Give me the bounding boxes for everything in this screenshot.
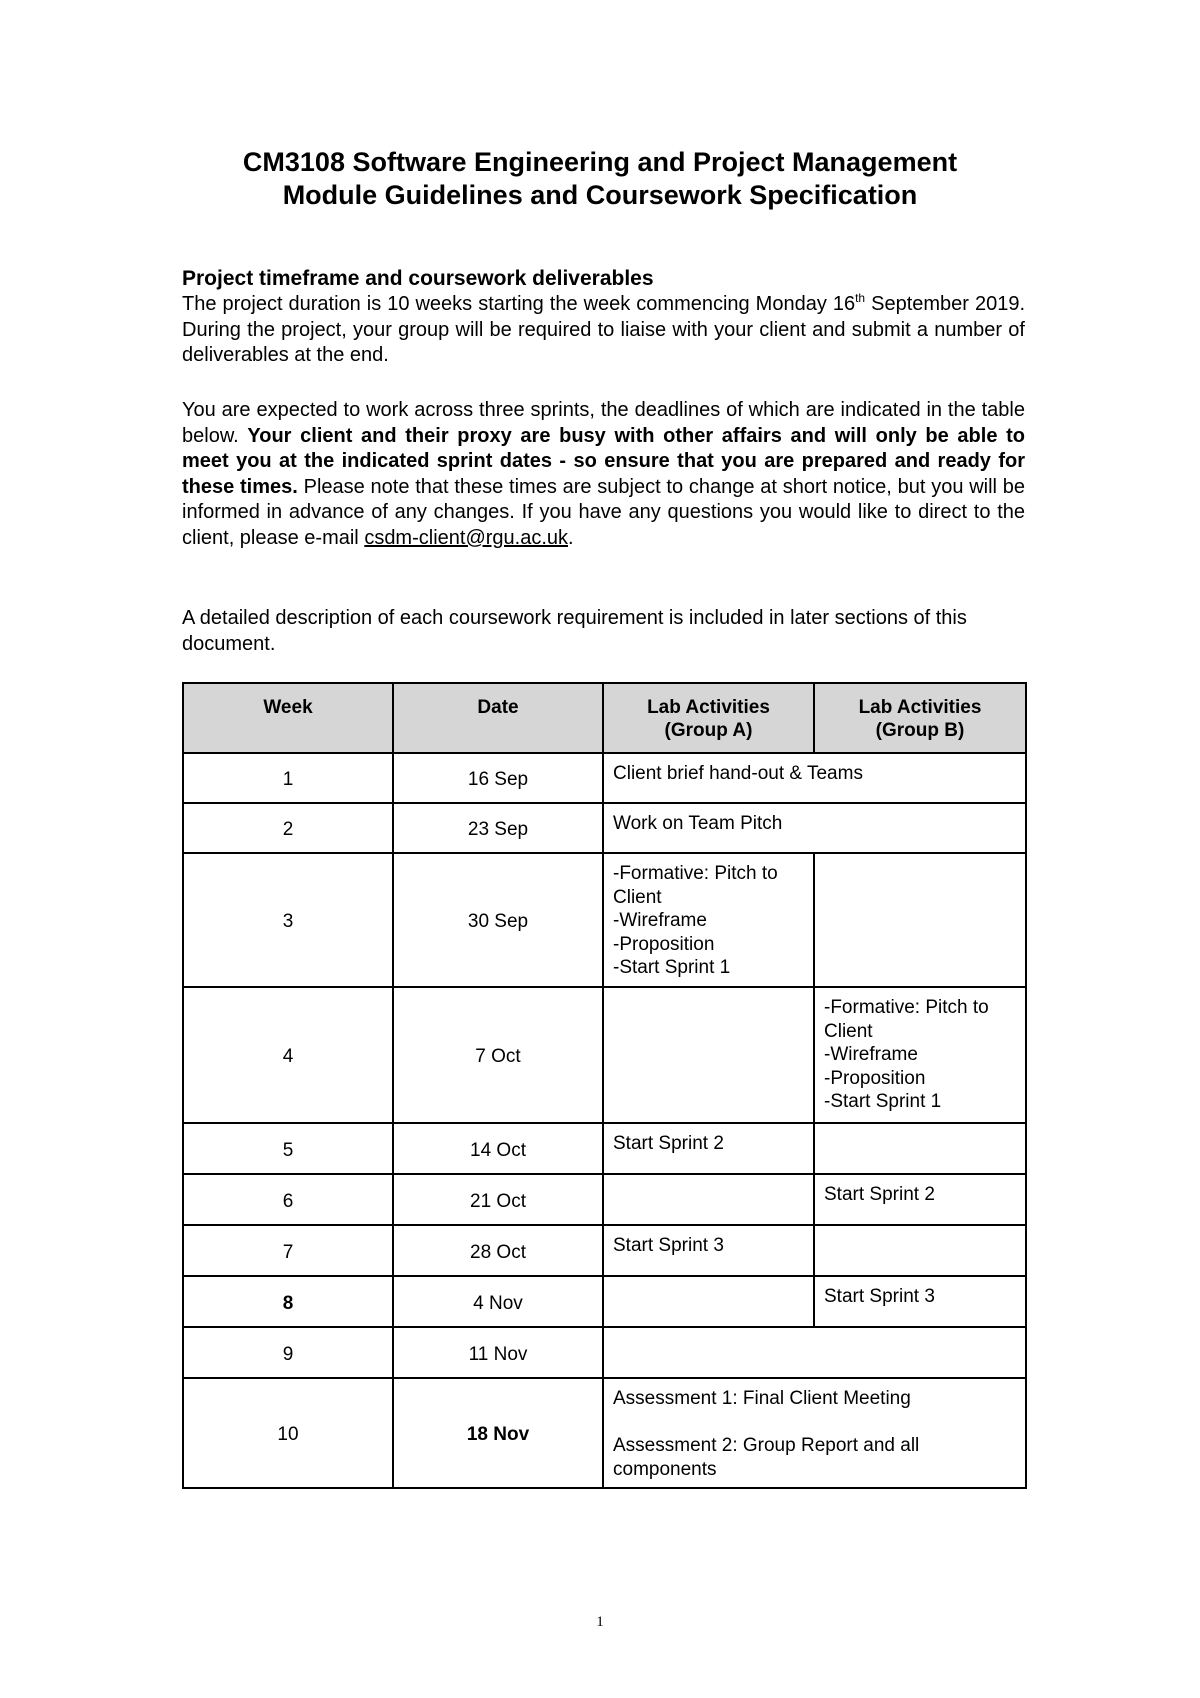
activity-cell-group-b: [814, 1225, 1026, 1276]
header-date: Date: [393, 683, 603, 753]
activity-cell-merged: Work on Team Pitch: [603, 803, 1026, 853]
week-cell: 1: [183, 753, 393, 803]
page-number: 1: [596, 1614, 604, 1630]
week-cell: 6: [183, 1174, 393, 1225]
paragraph-project-duration: [182, 292, 1025, 369]
activity-cell-group-b: Start Sprint 3: [814, 1276, 1026, 1327]
table-row: [183, 1378, 1026, 1488]
para2-text: You are expected to work across three sprints, the deadlines of which are indicated in the table below.: [182, 399, 1025, 447]
date-cell: 11 Nov: [393, 1327, 603, 1378]
table-row: [183, 803, 1026, 853]
date-cell: 23 Sep: [393, 803, 603, 853]
header-group-a: Lab Activities (Group A): [603, 683, 814, 753]
table-row: [183, 987, 1026, 1123]
activity-cell-group-b: [814, 1123, 1026, 1174]
date-cell: 28 Oct: [393, 1225, 603, 1276]
para2-text-cont: Please note that these times are subject to change at short notice, but you will be informed in advance of any changes. If you have any questions you would like to direct to the client, please e-mail: [182, 475, 1025, 549]
activity-cell-group-a: [603, 1174, 814, 1225]
activity-cell-group-b: [814, 853, 1026, 987]
para2-bold-notice: Your client and their proxy are busy with other affairs and will only be able to meet you at the indicated sprint dates - so ensure that you are prepared and ready for these times.: [182, 424, 1025, 498]
date-cell: 14 Oct: [393, 1123, 603, 1174]
activity-cell-merged: Assessment 1: Final Client Meeting Assessment 2: Group Report and all components: [603, 1378, 1026, 1488]
para2-end: .: [568, 526, 574, 549]
schedule-table: [182, 682, 1027, 1489]
activity-cell-group-a: -Formative: Pitch to Client -Wireframe -Proposition -Start Sprint 1: [603, 853, 814, 987]
paragraph-sprints: [182, 398, 1025, 552]
header-group-b: Lab Activities (Group B): [814, 683, 1026, 753]
activity-cell-group-a: Start Sprint 3: [603, 1225, 814, 1276]
table-row: [183, 1174, 1026, 1225]
date-cell: 30 Sep: [393, 853, 603, 987]
activity-cell-group-b: -Formative: Pitch to Client -Wireframe -Proposition -Start Sprint 1: [814, 987, 1026, 1123]
week-cell: 5: [183, 1123, 393, 1174]
date-cell: 4 Nov: [393, 1276, 603, 1327]
week-cell: 8: [183, 1276, 393, 1327]
date-cell: 7 Oct: [393, 987, 603, 1123]
para1-text: The project duration is 10 weeks starting the week commencing Monday 16: [182, 293, 856, 315]
week-cell: 2: [183, 803, 393, 853]
ordinal-suffix: th: [855, 291, 866, 305]
week-cell: 9: [183, 1327, 393, 1378]
week-cell: 3: [183, 853, 393, 987]
activity-cell-group-b: Start Sprint 2: [814, 1174, 1026, 1225]
document-subtitle: Module Guidelines and Coursework Specification: [282, 180, 918, 210]
table-row: [183, 1327, 1026, 1378]
table-row: [183, 753, 1026, 803]
client-email-link[interactable]: csdm-client@rgu.ac.uk: [364, 526, 569, 549]
table-row: [183, 1276, 1026, 1327]
table-row: [183, 1123, 1026, 1174]
activity-cell-merged: Client brief hand-out & Teams: [603, 753, 1026, 803]
activity-cell-group-a: [603, 987, 814, 1123]
activity-cell-group-a: Start Sprint 2: [603, 1123, 814, 1174]
date-cell: 21 Oct: [393, 1174, 603, 1225]
activity-cell-group-a: [603, 1276, 814, 1327]
header-week: Week: [183, 683, 393, 753]
paragraph-description-note: A detailed description of each coursework requirement is included in later sections of this document.: [182, 607, 967, 655]
week-cell: 7: [183, 1225, 393, 1276]
date-cell: 16 Sep: [393, 753, 603, 803]
section-heading: Project timeframe and coursework deliverables: [182, 267, 654, 290]
table-header-row: [183, 683, 1026, 753]
table-row: [183, 1225, 1026, 1276]
week-cell: 4: [183, 987, 393, 1123]
activity-cell-merged: [603, 1327, 1026, 1378]
week-cell: 10: [183, 1378, 393, 1488]
para1-text-cont: September 2019. During the project, your group will be required to liaise with your client and submit a number of deliverables at the end.: [182, 293, 1026, 367]
document-title: CM3108 Software Engineering and Project Management: [242, 147, 958, 177]
date-cell: 18 Nov: [393, 1378, 603, 1488]
table-row: [183, 853, 1026, 987]
